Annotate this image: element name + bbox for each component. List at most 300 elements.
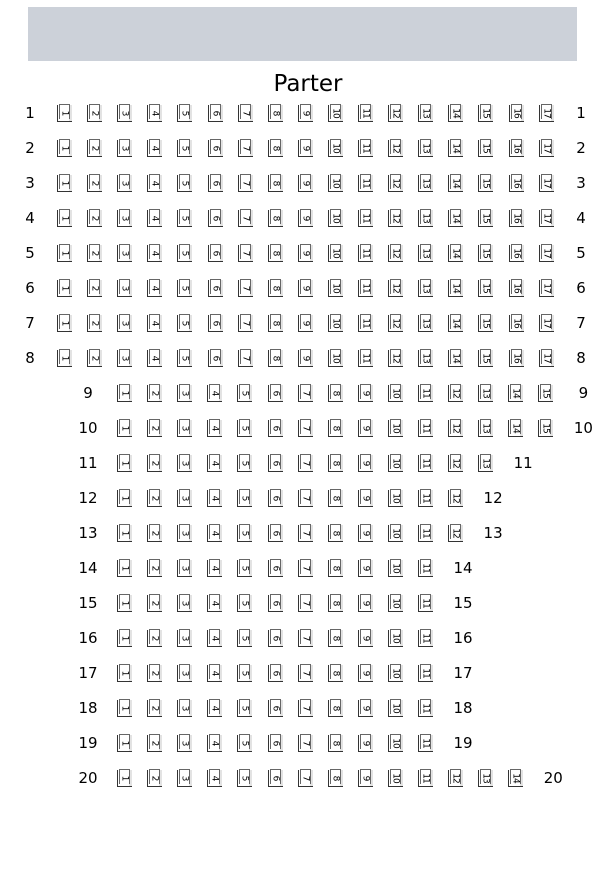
seat-row13-8[interactable] xyxy=(328,525,343,542)
seat-row6-3[interactable] xyxy=(117,280,132,297)
seat-row9-10[interactable] xyxy=(388,385,403,402)
seat-row7-3[interactable] xyxy=(117,315,132,332)
seat-row18-6[interactable] xyxy=(268,700,283,717)
seat-row19-9[interactable] xyxy=(358,735,373,752)
seat-row1-16[interactable] xyxy=(509,105,524,122)
seat-row19-7[interactable] xyxy=(298,735,313,752)
seat-row9-3[interactable] xyxy=(177,385,192,402)
seat-row10-8[interactable] xyxy=(328,420,343,437)
seat-row9-5[interactable] xyxy=(237,385,252,402)
seat-row11-12[interactable] xyxy=(448,455,463,472)
seat-row19-4[interactable] xyxy=(207,735,222,752)
seat-row16-4[interactable] xyxy=(207,630,222,647)
seat-row5-11[interactable] xyxy=(358,245,373,262)
seat-number: 15 xyxy=(480,317,491,328)
seat-row2-7[interactable] xyxy=(238,140,253,157)
seat-row8-10[interactable] xyxy=(328,350,343,367)
seat-row12-1[interactable] xyxy=(117,490,132,507)
seat-row2-8[interactable] xyxy=(268,140,283,157)
seat-row2-3[interactable] xyxy=(117,140,132,157)
seat-row10-5[interactable] xyxy=(237,420,252,437)
seat-row3-5[interactable] xyxy=(177,175,192,192)
seat-row2-13[interactable] xyxy=(418,140,433,157)
seat-row6-16[interactable] xyxy=(509,280,524,297)
seat-row2-15[interactable] xyxy=(478,140,493,157)
seat-row1-13[interactable] xyxy=(418,105,433,122)
seat-row15-10[interactable] xyxy=(388,595,403,612)
seat-row7-12[interactable] xyxy=(388,315,403,332)
seat-row2-12[interactable] xyxy=(388,140,403,157)
seat-row5-17[interactable] xyxy=(539,245,554,262)
seat-row13-6[interactable] xyxy=(268,525,283,542)
seat-row5-1[interactable] xyxy=(57,245,72,262)
seat-row10-15[interactable] xyxy=(538,420,553,437)
seat-number: 3 xyxy=(119,110,130,115)
seat-row20-2[interactable] xyxy=(147,770,162,787)
seat-row9-7[interactable] xyxy=(298,385,313,402)
seat-row4-12[interactable] xyxy=(388,210,403,227)
seat-row19-2[interactable] xyxy=(147,735,162,752)
seat-row4-7[interactable] xyxy=(238,210,253,227)
seat-row19-1[interactable] xyxy=(117,735,132,752)
seat-row2-2[interactable] xyxy=(87,140,102,157)
seat-row3-8[interactable] xyxy=(268,175,283,192)
seat-row12-2[interactable] xyxy=(147,490,162,507)
seat-row11-13[interactable] xyxy=(478,455,493,472)
seat-row8-2[interactable] xyxy=(87,350,102,367)
seat-row12-9[interactable] xyxy=(358,490,373,507)
seat-row4-14[interactable] xyxy=(448,210,463,227)
seat-row14-2[interactable] xyxy=(147,560,162,577)
seat-row19-11[interactable] xyxy=(418,735,433,752)
seat-row13-11[interactable] xyxy=(418,525,433,542)
seat-row20-8[interactable] xyxy=(328,770,343,787)
seat-row2-5[interactable] xyxy=(177,140,192,157)
seat-row8-13[interactable] xyxy=(418,350,433,367)
seat-row1-14[interactable] xyxy=(448,105,463,122)
seat-row6-13[interactable] xyxy=(418,280,433,297)
seat-row1-9[interactable] xyxy=(298,105,313,122)
seat-row1-7[interactable] xyxy=(238,105,253,122)
seat-row12-5[interactable] xyxy=(237,490,252,507)
seat-row6-6[interactable] xyxy=(208,280,223,297)
seat-row15-11[interactable] xyxy=(418,595,433,612)
seat-row8-14[interactable] xyxy=(448,350,463,367)
seat-row7-9[interactable] xyxy=(298,315,313,332)
seat-row17-3[interactable] xyxy=(177,665,192,682)
seat-row8-16[interactable] xyxy=(509,350,524,367)
seat-row18-9[interactable] xyxy=(358,700,373,717)
seat-row2-11[interactable] xyxy=(358,140,373,157)
seat-row3-15[interactable] xyxy=(478,175,493,192)
seat-row4-5[interactable] xyxy=(177,210,192,227)
seat-row20-3[interactable] xyxy=(177,770,192,787)
seat-row16-7[interactable] xyxy=(298,630,313,647)
seat-row11-1[interactable] xyxy=(117,455,132,472)
seat-row5-4[interactable] xyxy=(147,245,162,262)
seat-row15-5[interactable] xyxy=(237,595,252,612)
seat-row11-4[interactable] xyxy=(207,455,222,472)
seat-row6-11[interactable] xyxy=(358,280,373,297)
seat-row19-3[interactable] xyxy=(177,735,192,752)
seat-row3-10[interactable] xyxy=(328,175,343,192)
seat-row5-12[interactable] xyxy=(388,245,403,262)
seat-row17-7[interactable] xyxy=(298,665,313,682)
seat-row10-6[interactable] xyxy=(268,420,283,437)
seat-row11-11[interactable] xyxy=(418,455,433,472)
seat-row3-3[interactable] xyxy=(117,175,132,192)
seat-row6-17[interactable] xyxy=(539,280,554,297)
seat-row4-17[interactable] xyxy=(539,210,554,227)
seat-row8-4[interactable] xyxy=(147,350,162,367)
seat-row3-13[interactable] xyxy=(418,175,433,192)
seat-row16-10[interactable] xyxy=(388,630,403,647)
seat-row11-10[interactable] xyxy=(388,455,403,472)
seat-row14-9[interactable] xyxy=(358,560,373,577)
seat-row16-3[interactable] xyxy=(177,630,192,647)
seat-row3-9[interactable] xyxy=(298,175,313,192)
seat-row16-6[interactable] xyxy=(268,630,283,647)
seat-row8-6[interactable] xyxy=(208,350,223,367)
seat-row5-8[interactable] xyxy=(268,245,283,262)
seat-row11-7[interactable] xyxy=(298,455,313,472)
seat-row3-14[interactable] xyxy=(448,175,463,192)
seat-row7-5[interactable] xyxy=(177,315,192,332)
seat-row15-3[interactable] xyxy=(177,595,192,612)
seat-row16-2[interactable] xyxy=(147,630,162,647)
seat-row4-3[interactable] xyxy=(117,210,132,227)
seat-row10-13[interactable] xyxy=(478,420,493,437)
seat-row18-11[interactable] xyxy=(418,700,433,717)
seat-row7-17[interactable] xyxy=(539,315,554,332)
seat-row7-16[interactable] xyxy=(509,315,524,332)
seat-row13-2[interactable] xyxy=(147,525,162,542)
seat-row1-17[interactable] xyxy=(539,105,554,122)
seat-row4-9[interactable] xyxy=(298,210,313,227)
seat-row6-12[interactable] xyxy=(388,280,403,297)
seat-row3-17[interactable] xyxy=(539,175,554,192)
seat-row12-10[interactable] xyxy=(388,490,403,507)
seat-row9-9[interactable] xyxy=(358,385,373,402)
seat-row19-5[interactable] xyxy=(237,735,252,752)
seat-row14-6[interactable] xyxy=(268,560,283,577)
seat-row3-6[interactable] xyxy=(208,175,223,192)
seat-row4-16[interactable] xyxy=(509,210,524,227)
seat-row6-5[interactable] xyxy=(177,280,192,297)
seat-row12-4[interactable] xyxy=(207,490,222,507)
seat-row9-11[interactable] xyxy=(418,385,433,402)
seat-row17-4[interactable] xyxy=(207,665,222,682)
seat-row14-5[interactable] xyxy=(237,560,252,577)
seat-row4-10[interactable] xyxy=(328,210,343,227)
seat-row5-15[interactable] xyxy=(478,245,493,262)
seat-row7-10[interactable] xyxy=(328,315,343,332)
seat-row8-3[interactable] xyxy=(117,350,132,367)
seat-row18-1[interactable] xyxy=(117,700,132,717)
seat-row17-1[interactable] xyxy=(117,665,132,682)
seat-row17-8[interactable] xyxy=(328,665,343,682)
seat-row11-8[interactable] xyxy=(328,455,343,472)
seat-row6-4[interactable] xyxy=(147,280,162,297)
seat-row5-2[interactable] xyxy=(87,245,102,262)
seat-row1-4[interactable] xyxy=(147,105,162,122)
seat-number: 12 xyxy=(390,212,401,223)
seat-row18-5[interactable] xyxy=(237,700,252,717)
seat-row20-1[interactable] xyxy=(117,770,132,787)
seat-row5-10[interactable] xyxy=(328,245,343,262)
seat-row20-13[interactable] xyxy=(478,770,493,787)
seat-row17-9[interactable] xyxy=(358,665,373,682)
seat-row2-1[interactable] xyxy=(57,140,72,157)
seat-number: 5 xyxy=(239,530,250,535)
seat-row5-14[interactable] xyxy=(448,245,463,262)
seat-row14-1[interactable] xyxy=(117,560,132,577)
seat-row13-9[interactable] xyxy=(358,525,373,542)
seat-row7-14[interactable] xyxy=(448,315,463,332)
seat-row3-1[interactable] xyxy=(57,175,72,192)
seat-row9-1[interactable] xyxy=(117,385,132,402)
seat-row3-7[interactable] xyxy=(238,175,253,192)
seat-row9-14[interactable] xyxy=(508,385,523,402)
seat-row4-6[interactable] xyxy=(208,210,223,227)
seat-row10-9[interactable] xyxy=(358,420,373,437)
seat-row13-5[interactable] xyxy=(237,525,252,542)
seat-row12-7[interactable] xyxy=(298,490,313,507)
seat-row9-13[interactable] xyxy=(478,385,493,402)
seat-number: 16 xyxy=(511,282,522,293)
seat-row16-9[interactable] xyxy=(358,630,373,647)
seat-row13-3[interactable] xyxy=(177,525,192,542)
seat-row11-2[interactable] xyxy=(147,455,162,472)
seat-row1-6[interactable] xyxy=(208,105,223,122)
seat-row16-8[interactable] xyxy=(328,630,343,647)
seat-row20-9[interactable] xyxy=(358,770,373,787)
seat-row15-6[interactable] xyxy=(268,595,283,612)
seat-row7-6[interactable] xyxy=(208,315,223,332)
seat-row6-10[interactable] xyxy=(328,280,343,297)
seat-row7-11[interactable] xyxy=(358,315,373,332)
seat-row6-15[interactable] xyxy=(478,280,493,297)
seat-row17-10[interactable] xyxy=(388,665,403,682)
seat-row3-16[interactable] xyxy=(509,175,524,192)
seat-row9-15[interactable] xyxy=(538,385,553,402)
seat-number: 11 xyxy=(420,457,431,468)
seat-row8-8[interactable] xyxy=(268,350,283,367)
seat-row5-13[interactable] xyxy=(418,245,433,262)
seat-row20-4[interactable] xyxy=(207,770,222,787)
seat-row20-5[interactable] xyxy=(237,770,252,787)
seat-row6-7[interactable] xyxy=(238,280,253,297)
seat-row11-6[interactable] xyxy=(268,455,283,472)
seat-row15-7[interactable] xyxy=(298,595,313,612)
seat-row4-4[interactable] xyxy=(147,210,162,227)
seat-row7-1[interactable] xyxy=(57,315,72,332)
seat-row20-11[interactable] xyxy=(418,770,433,787)
seat-row18-10[interactable] xyxy=(388,700,403,717)
seat-row15-4[interactable] xyxy=(207,595,222,612)
seat-row14-4[interactable] xyxy=(207,560,222,577)
seat-row14-10[interactable] xyxy=(388,560,403,577)
seat-row6-2[interactable] xyxy=(87,280,102,297)
seat-row5-3[interactable] xyxy=(117,245,132,262)
seat-number: 3 xyxy=(119,355,130,360)
seat-row12-6[interactable] xyxy=(268,490,283,507)
seat-row2-6[interactable] xyxy=(208,140,223,157)
seat-row15-8[interactable] xyxy=(328,595,343,612)
seat-number: 11 xyxy=(420,527,431,538)
seat-row4-15[interactable] xyxy=(478,210,493,227)
seat-number: 14 xyxy=(450,177,461,188)
seat-row10-11[interactable] xyxy=(418,420,433,437)
seat-row11-9[interactable] xyxy=(358,455,373,472)
seat-row1-12[interactable] xyxy=(388,105,403,122)
seat-row2-9[interactable] xyxy=(298,140,313,157)
seat-row19-10[interactable] xyxy=(388,735,403,752)
seat-row9-4[interactable] xyxy=(207,385,222,402)
seat-row2-17[interactable] xyxy=(539,140,554,157)
seat-row12-12[interactable] xyxy=(448,490,463,507)
seat-row18-7[interactable] xyxy=(298,700,313,717)
seat-row8-11[interactable] xyxy=(358,350,373,367)
seat-row14-7[interactable] xyxy=(298,560,313,577)
seat-number: 9 xyxy=(360,775,371,780)
seat-row10-7[interactable] xyxy=(298,420,313,437)
seat-row19-6[interactable] xyxy=(268,735,283,752)
seat-row9-6[interactable] xyxy=(268,385,283,402)
seat-row15-9[interactable] xyxy=(358,595,373,612)
seat-row20-7[interactable] xyxy=(298,770,313,787)
seat-row14-8[interactable] xyxy=(328,560,343,577)
seat-row7-4[interactable] xyxy=(147,315,162,332)
seat-row8-7[interactable] xyxy=(238,350,253,367)
seat-row6-8[interactable] xyxy=(268,280,283,297)
seat-row7-7[interactable] xyxy=(238,315,253,332)
seat-row18-3[interactable] xyxy=(177,700,192,717)
seat-number: 10 xyxy=(330,212,341,223)
seat-row10-2[interactable] xyxy=(147,420,162,437)
seat-number: 13 xyxy=(480,387,491,398)
seat-row5-6[interactable] xyxy=(208,245,223,262)
seat-row8-1[interactable] xyxy=(57,350,72,367)
seat-row12-11[interactable] xyxy=(418,490,433,507)
seat-row6-1[interactable] xyxy=(57,280,72,297)
seat-row5-9[interactable] xyxy=(298,245,313,262)
seat-row16-5[interactable] xyxy=(237,630,252,647)
seat-number: 17 xyxy=(541,317,552,328)
seat-row4-1[interactable] xyxy=(57,210,72,227)
seat-row2-4[interactable] xyxy=(147,140,162,157)
seat-row14-3[interactable] xyxy=(177,560,192,577)
seat-row4-13[interactable] xyxy=(418,210,433,227)
seat-row9-8[interactable] xyxy=(328,385,343,402)
seat-row1-3[interactable] xyxy=(117,105,132,122)
seat-row4-11[interactable] xyxy=(358,210,373,227)
seat-row17-11[interactable] xyxy=(418,665,433,682)
seat-row3-4[interactable] xyxy=(147,175,162,192)
seat-row1-11[interactable] xyxy=(358,105,373,122)
seat-row15-1[interactable] xyxy=(117,595,132,612)
seat-row1-10[interactable] xyxy=(328,105,343,122)
seat-number: 7 xyxy=(240,110,251,115)
seat-row13-12[interactable] xyxy=(448,525,463,542)
seat-row13-7[interactable] xyxy=(298,525,313,542)
seat-row12-8[interactable] xyxy=(328,490,343,507)
seat-row18-4[interactable] xyxy=(207,700,222,717)
seat-row12-3[interactable] xyxy=(177,490,192,507)
seat-row8-5[interactable] xyxy=(177,350,192,367)
seat-row10-3[interactable] xyxy=(177,420,192,437)
seat-row5-16[interactable] xyxy=(509,245,524,262)
seat-row8-12[interactable] xyxy=(388,350,403,367)
seat-row17-5[interactable] xyxy=(237,665,252,682)
seat-row3-2[interactable] xyxy=(87,175,102,192)
seat-row7-13[interactable] xyxy=(418,315,433,332)
seat-row20-10[interactable] xyxy=(388,770,403,787)
seat-row17-2[interactable] xyxy=(147,665,162,682)
seat-row2-14[interactable] xyxy=(448,140,463,157)
seat-row1-8[interactable] xyxy=(268,105,283,122)
seat-row13-1[interactable] xyxy=(117,525,132,542)
seat-row20-12[interactable] xyxy=(448,770,463,787)
seat-row11-3[interactable] xyxy=(177,455,192,472)
seat-row14-11[interactable] xyxy=(418,560,433,577)
seat-row4-2[interactable] xyxy=(87,210,102,227)
seat-row4-8[interactable] xyxy=(268,210,283,227)
seat-row16-11[interactable] xyxy=(418,630,433,647)
seat-row8-15[interactable] xyxy=(478,350,493,367)
seat-row1-15[interactable] xyxy=(478,105,493,122)
seat-row11-5[interactable] xyxy=(237,455,252,472)
seat-row7-8[interactable] xyxy=(268,315,283,332)
seat-row17-6[interactable] xyxy=(268,665,283,682)
seat-row10-14[interactable] xyxy=(508,420,523,437)
seat-row3-11[interactable] xyxy=(358,175,373,192)
seat-number: 3 xyxy=(119,215,130,220)
seat-row13-10[interactable] xyxy=(388,525,403,542)
seat-row10-1[interactable] xyxy=(117,420,132,437)
seat-row9-2[interactable] xyxy=(147,385,162,402)
seat-row10-12[interactable] xyxy=(448,420,463,437)
seat-row20-14[interactable] xyxy=(508,770,523,787)
seat-number: 16 xyxy=(511,142,522,153)
seat-row2-10[interactable] xyxy=(328,140,343,157)
seat-row8-9[interactable] xyxy=(298,350,313,367)
seat-row13-4[interactable] xyxy=(207,525,222,542)
seat-row7-2[interactable] xyxy=(87,315,102,332)
seat-row6-14[interactable] xyxy=(448,280,463,297)
seat-row1-1[interactable] xyxy=(57,105,72,122)
seat-row5-5[interactable] xyxy=(177,245,192,262)
seat-row6-9[interactable] xyxy=(298,280,313,297)
seat-row15-2[interactable] xyxy=(147,595,162,612)
seat-row9-12[interactable] xyxy=(448,385,463,402)
seat-row1-2[interactable] xyxy=(87,105,102,122)
seat-row19-8[interactable] xyxy=(328,735,343,752)
seat-row10-4[interactable] xyxy=(207,420,222,437)
seat-row16-1[interactable] xyxy=(117,630,132,647)
seat-row20-6[interactable] xyxy=(268,770,283,787)
seat-row7-15[interactable] xyxy=(478,315,493,332)
seat-row2-16[interactable] xyxy=(509,140,524,157)
seat-row5-7[interactable] xyxy=(238,245,253,262)
seat-row10-10[interactable] xyxy=(388,420,403,437)
seat-row18-8[interactable] xyxy=(328,700,343,717)
seat-row3-12[interactable] xyxy=(388,175,403,192)
seat-row18-2[interactable] xyxy=(147,700,162,717)
row-label-left: 3 xyxy=(25,174,35,192)
seat-row8-17[interactable] xyxy=(539,350,554,367)
seat-row1-5[interactable] xyxy=(177,105,192,122)
